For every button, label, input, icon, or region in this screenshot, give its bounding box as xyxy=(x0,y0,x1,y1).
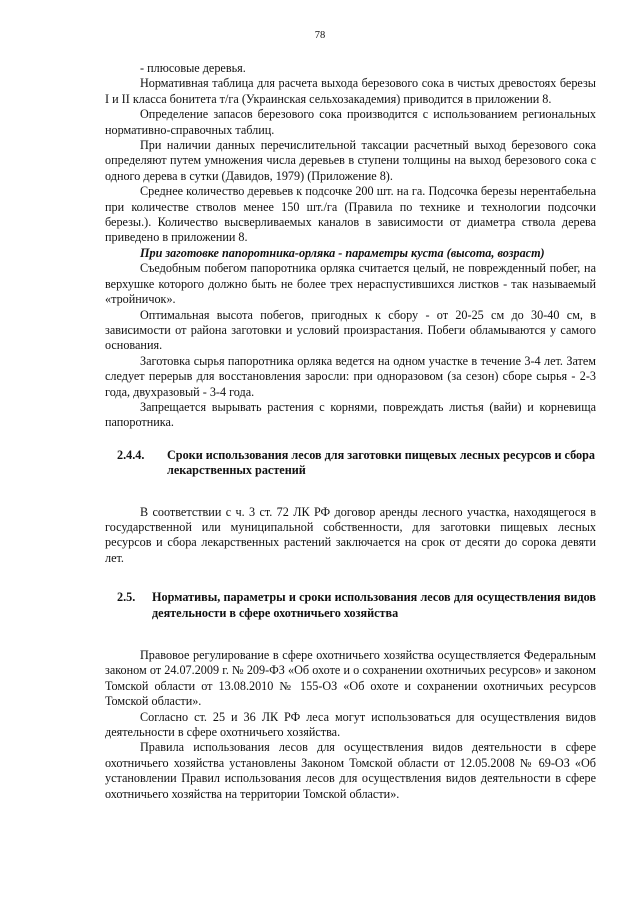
section-number: 2.5. xyxy=(117,590,136,605)
section-heading-2-5 xyxy=(105,590,596,621)
page-number: 78 xyxy=(314,30,326,41)
paragraph: Правила использования лесов для осуществления видов деятельности в сфере охотничьего хозяйства установлены Законом Томской области от 12.05.2008 № 69-ОЗ «Об установлении Правил использования лесов для осуществления видов деятельности в сфере охотничьего хозяйства на территории Томской области». xyxy=(105,740,596,801)
section-title: Сроки использования лесов для заготовки пищевых лесных ресурсов и сбора лекарственных растений xyxy=(167,447,595,478)
section-number: 2.4.4. xyxy=(117,447,145,462)
paragraph: Согласно ст. 25 и 36 ЛК РФ леса могут использоваться для осуществления видов деятельности в сфере охотничьего хозяйства. xyxy=(105,709,596,740)
paragraph: Оптимальная высота побегов, пригодных к сбору - от 20-25 см до 30-40 см, в зависимости от района заготовки и условий произрастания. Побеги обламываются у самого основания. xyxy=(105,307,596,353)
paragraph: Запрещается вырывать растения с корнями, повреждать листья (вайи) и корневища папоротника. xyxy=(105,399,596,430)
section-heading-2-4-4 xyxy=(105,448,596,479)
paragraph: При наличии данных перечислительной таксации расчетный выход березового сока определяют путем умножения числа деревьев в ступени толщины на выход березового сока с одного дерева в сутки (Давидов, 1979) (Приложение 8). xyxy=(105,138,596,183)
paragraph: Правовое регулирование в сфере охотничьего хозяйства осуществляется Федеральным законом от 24.07.2009 г. № 209-ФЗ «Об охоте и о сохранении охотничьих ресурсов» и законом Томской области от 13.08.2010 № 155-ОЗ «Об охоте и сохранении охотничьих ресурсов Томской области». xyxy=(105,648,596,709)
paragraph: Определение запасов березового сока производится с использованием региональных нормативно-справочных таблиц. xyxy=(105,107,596,137)
paragraph: Нормативная таблица для расчета выхода березового сока в чистых древостоях березы I и II класса бонитета т/га (Украинская сельхозакадемия) приводится в приложении 8. xyxy=(105,76,596,106)
paragraph: Среднее количество деревьев к подсочке 200 шт. на га. Подсочка березы нерентабельна при количестве стволов менее 150 шт./га (Правила по технике и технологии подсочки березы.). Количество высверливаемых каналов в зависимости от диаметра ствола дерева приведено в приложении 8. xyxy=(105,184,596,245)
paragraph: Съедобным побегом папоротника орляка считается целый, не поврежденный побег, на верхушке которого должно быть не более трех нераспустившихся листков - так называемый «тройничок». xyxy=(105,261,596,307)
paragraph: - плюсовые деревья. xyxy=(140,61,246,75)
paragraph: Заготовка сырья папоротника орляка ведется на одном участке в течение 3-4 лет. Затем следует перерыв для восстановления заросли: при одноразовом (за сезон) сборе сырья - 2-3 года, двухразовый - 3-4 года. xyxy=(105,353,596,399)
section-title: Нормативы, параметры и сроки использования лесов для осуществления видов деятельности в сфере охотничьего хозяйства xyxy=(152,590,596,620)
subheading: При заготовке папоротника-орляка - параметры куста (высота, возраст) xyxy=(140,245,545,260)
paragraph: В соответствии с ч. 3 ст. 72 ЛК РФ договор аренды лесного участка, находящегося в государственной или муниципальной собственности, для заготовки пищевых лесных ресурсов и сбора лекарственных растений заключается на срок от десяти до сорока девяти лет. xyxy=(105,504,596,565)
document-body xyxy=(105,61,596,802)
